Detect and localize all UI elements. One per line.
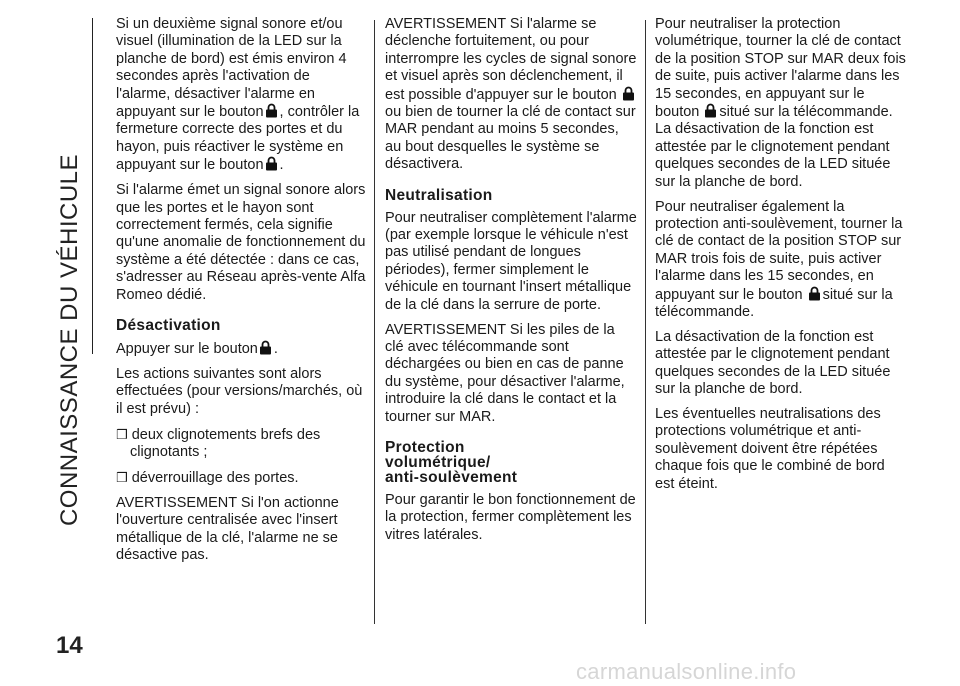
lock-icon [704, 103, 717, 118]
heading-protection: Protection volumétrique/ anti-soulèvement [385, 439, 518, 487]
checkbox-bullet: ❒ [116, 469, 128, 485]
list-item: ❒ deux clignotements brefs des clignotants ; [116, 426, 321, 461]
paragraph: Pour neutraliser la protection volumétrique, tourner la clé de contact de la position STOP sur MAR deux fois de suite, puis activer l'alarme dans les 15 secondes, en appuyant sur le bouton situé sur la télécommande. La désactivation de la fonction est attestée par le clignotement pendant quelques secondes de la LED située sur la planche de bord. [655, 16, 906, 190]
heading-desactivation: Désactivation [116, 317, 221, 334]
paragraph: Les éventuelles neutralisations des protections volumétrique et anti-soulèvement doivent être répétées chaque fois que le combiné de bord est éteint. [655, 406, 885, 492]
lock-icon [265, 103, 278, 118]
list-item: ❒ déverrouillage des portes. [116, 469, 299, 486]
paragraph: Pour garantir le bon fonctionnement de la protection, fermer complètement les vitres latérales. [385, 492, 636, 543]
column-2 [385, 16, 637, 552]
checkbox-bullet: ❒ [116, 426, 128, 442]
column-3 [655, 16, 907, 501]
paragraph: Appuyer sur le bouton . [116, 341, 278, 357]
heading-neutralisation: Neutralisation [385, 186, 493, 204]
lock-icon [259, 340, 272, 355]
lock-icon [265, 156, 278, 171]
watermark: carmanualsonline.info [576, 659, 797, 684]
paragraph: AVERTISSEMENT Si l'on actionne l'ouverture centralisée avec l'insert métallique de la clé, l'alarme ne se désactive pas. [116, 494, 339, 564]
column-1 [116, 16, 368, 572]
paragraph: Si l'alarme émet un signal sonore alors que les portes et le hayon sont correctement fermés, cela signifie qu'une anomalie de fonctionnement du système a été détectée : dans ce cas, s'adresser au Réseau après-vente Alfa Romeo dédié. [116, 182, 366, 303]
paragraph: Les actions suivantes sont alors effectuées (pour versions/marchés, où il est prévu) : [116, 365, 363, 417]
paragraph: AVERTISSEMENT Si l'alarme se déclenche fortuitement, ou pour interrompre les cycles de signal sonore et visuel après son déclenchement, il est possible d'appuyer sur le bouton ou bien de tourner la clé de contact sur MAR pendant au moins 5 secondes, au bout desquelles le système se désactivera. [385, 16, 637, 173]
page-number: 14 [56, 632, 83, 659]
column-divider-2 [645, 20, 646, 624]
lock-icon [622, 86, 635, 101]
paragraph: AVERTISSEMENT Si les piles de la clé avec télécommande sont déchargées ou bien en cas de panne du système, pour désactiver l'alarme, introduire la clé dans le contact et la tourner sur MAR. [385, 321, 625, 425]
paragraph: Pour neutraliser également la protection anti-soulèvement, tourner la clé de contact de la position STOP sur MAR trois fois de suite, puis activer l'alarme dans les 15 secondes, en appuyant sur le bouton situé sur la télécommande. [655, 198, 903, 320]
column-divider-1 [374, 20, 375, 624]
section-title-rule [92, 18, 93, 354]
lock-icon [808, 286, 821, 301]
section-title: CONNAISSANCE DU VÉHICULE [56, 153, 83, 527]
paragraph: Si un deuxième signal sonore et/ou visuel (illumination de la LED sur la planche de bord) est émis environ 4 secondes après l'activation de l'alarme, désactiver l'alarme en appuyant sur le bouton , contrôler la fermeture correcte des portes et du hayon, puis réactiver le système en appuyant sur le bouton . [116, 16, 360, 174]
paragraph: La désactivation de la fonction est attestée par le clignotement pendant quelques secondes de la LED située sur la planche de bord. [655, 328, 891, 398]
paragraph: Pour neutraliser complètement l'alarme (par exemple lorsque le véhicule n'est pas utilisé pendant de longues périodes), fermer simplement le véhicule en tournant l'insert métallique de la clé dans la serrure de porte. [385, 209, 637, 313]
